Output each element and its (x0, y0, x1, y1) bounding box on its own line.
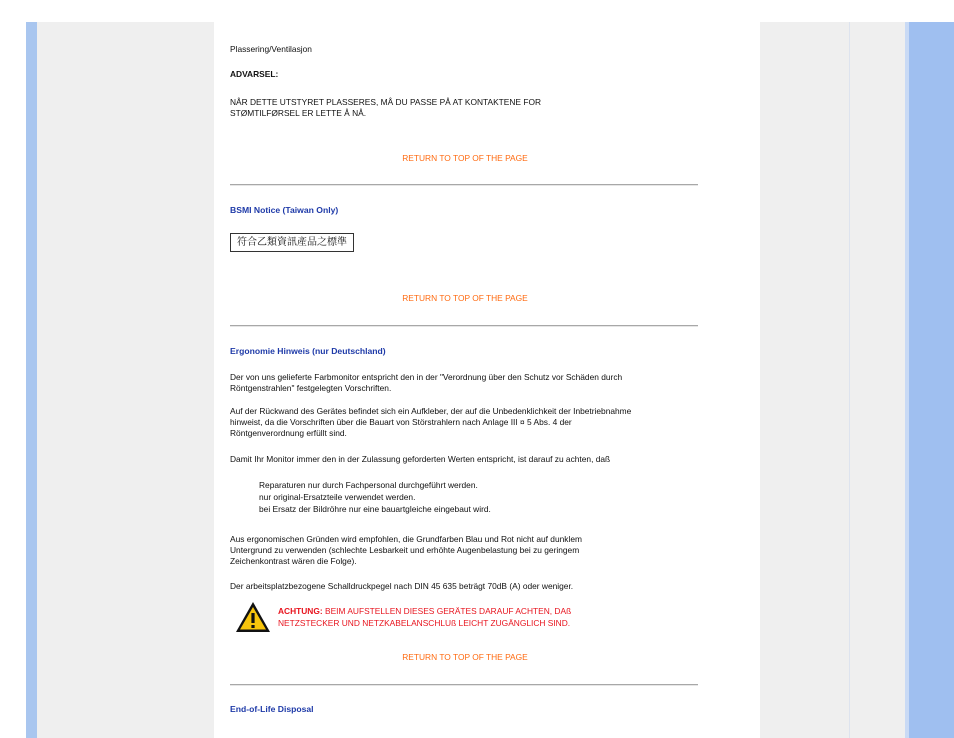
right-accent-bar (905, 22, 954, 738)
list-item: Reparaturen nur durch Fachpersonal durchgeführt werden. (259, 480, 478, 490)
return-to-top-link-3[interactable]: RETURN TO TOP OF THE PAGE (402, 652, 528, 662)
achtung-line2: NETZSTECKER UND NETZKABELANSCHLUß LEICHT ZUGÄNGLICH SIND. (278, 618, 571, 628)
ergonomie-para2-line3: Röntgenverordnung erfüllt sind. (230, 428, 347, 438)
ergonomie-heading: Ergonomie Hinweis (nur Deutschland) (230, 346, 386, 356)
ergonomie-para2-line2: hinweist, da die Vorschriften über die Bauart von Störstrahlern nach Anlage III ¤ 5 Abs. 4 der (230, 417, 572, 427)
right-accent-edge (905, 22, 909, 738)
list-item: bei Ersatz der Bildröhre nur eine bauartgleiche eingebaut wird. (259, 504, 491, 514)
ergonomie-para1-line1: Der von uns gelieferte Farbmonitor entspricht den in der "Verordnung über den Schutz vor Schäden durch (230, 372, 623, 382)
ergonomie-para3: Damit Ihr Monitor immer den in der Zulassung geforderten Werten entspricht, ist darauf zu achten, daß (230, 454, 611, 464)
left-accent-bar (26, 22, 37, 738)
right-sidebar-divider (849, 22, 850, 738)
ergonomie-para4-line2: Untergrund zu verwenden (schlechte Lesbarkeit und erhöhte Augenbelastung bei zu geringem (230, 545, 580, 555)
eol-heading: End-of-Life Disposal (230, 704, 314, 714)
right-sidebar (760, 22, 905, 738)
bsmi-heading: BSMI Notice (Taiwan Only) (230, 205, 339, 215)
placement-warning-label: ADVARSEL: (230, 69, 279, 79)
achtung-label: ACHTUNG: (278, 606, 323, 616)
achtung-text-line1: BEIM AUFSTELLEN DIESES GERÄTES DARAUF ACHTEN, DAß (322, 606, 572, 616)
ergonomie-para4-line3: Zeichenkontrast wären die Folge). (230, 556, 357, 566)
ergonomie-para2-line1: Auf der Rückwand des Gerätes befindet sich ein Aufkleber, der auf die Unbedenklichkeit der Inbetriebnahme (230, 406, 632, 416)
warning-triangle-icon (234, 600, 272, 634)
section-divider-1 (230, 184, 698, 186)
placement-text-line1: NÅR DETTE UTSTYRET PLASSERES, MÅ DU PASSE PÅ AT KONTAKTENE FOR (230, 97, 542, 107)
list-item: nur original-Ersatzteile verwendet werden. (259, 492, 416, 502)
left-sidebar (37, 22, 214, 738)
achtung-line1 (278, 606, 571, 617)
bsmi-badge: 符合乙類資訊產品之標準 (230, 233, 354, 252)
return-to-top-link-1[interactable]: RETURN TO TOP OF THE PAGE (402, 153, 528, 163)
ergonomie-para5: Der arbeitsplatzbezogene Schalldruckpegel nach DIN 45 635 beträgt 70dB (A) oder weniger. (230, 581, 574, 591)
section-divider-2 (230, 325, 698, 327)
return-to-top-link-2[interactable]: RETURN TO TOP OF THE PAGE (402, 293, 528, 303)
ergonomie-para1-line2: Röntgenstrahlen" festgelegten Vorschriften. (230, 383, 392, 393)
section-divider-3 (230, 684, 698, 686)
placement-title: Plassering/Ventilasjon (230, 44, 312, 54)
placement-text-line2: STØMTILFØRSEL ER LETTE Å NÅ. (230, 108, 367, 118)
ergonomie-para4-line1: Aus ergonomischen Gründen wird empfohlen, die Grundfarben Blau und Rot nicht auf dunklem (230, 534, 582, 544)
